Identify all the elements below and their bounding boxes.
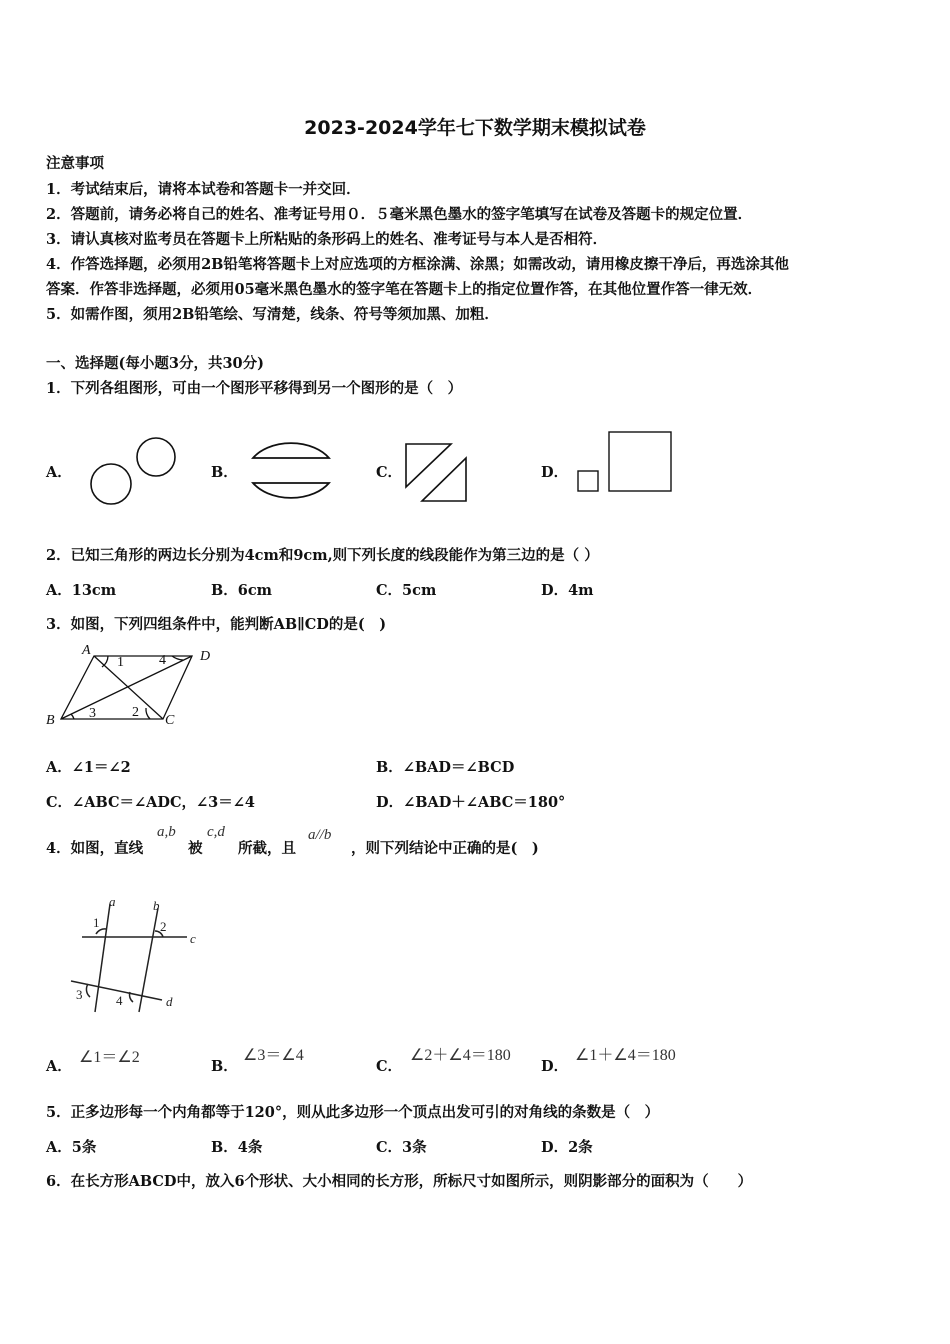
notice-item: 5．如需作图，须用2B铅笔绘、写清楚，线条、符号等须加黑、加粗．	[46, 306, 499, 323]
q4-math-a-parallel-b: a//b	[308, 827, 332, 843]
q3-vertex-a: A	[82, 643, 91, 658]
q4-option-c-label[interactable]: C．	[376, 1058, 403, 1075]
q3-option-d[interactable]: D．∠BAD＋∠ABC＝180°	[376, 794, 566, 811]
page-title: 2023-2024学年七下数学期末模拟试卷	[304, 117, 646, 139]
q4-option-b-formula: ∠3＝∠4	[243, 1047, 304, 1064]
question-5-stem: 5．正多边形每一个内角都等于120°，则从此多边形一个顶点出发可引的对角线的条数是（ ）	[46, 1104, 660, 1121]
notice-item: 答案．作答非选择题，必须用05毫米黑色墨水的签字笔在答题卡上的指定位置作答，在其他位置作答一律无效．	[46, 281, 763, 298]
question-4-stem-part2: 被	[188, 840, 203, 857]
q2-option-a[interactable]: A．13cm	[46, 582, 117, 599]
q3-angle-3: 3	[89, 706, 96, 721]
notice-item: 4．作答选择题，必须用2B铅笔将答题卡上对应选项的方框涂满、涂黑；如需改动，请用橡皮擦干净后，再选涂其他	[46, 256, 789, 273]
q3-vertex-d: D	[200, 649, 211, 664]
q1-option-b-label[interactable]: B．	[211, 464, 238, 481]
q3-angle-4: 4	[159, 653, 166, 668]
q3-angle-1: 1	[117, 655, 124, 670]
q4-angle-1: 1	[93, 915, 100, 930]
notice-item: 2．答题前，请务必将自己的姓名、准考证号用０．５毫米黑色墨水的签字笔填写在试卷及答题卡的规定位置．	[46, 206, 753, 223]
q1-option-a-label[interactable]: A．	[46, 464, 72, 481]
q3-angle-2: 2	[132, 705, 139, 720]
question-3-stem: 3．如图，下列四组条件中，能判断AB∥CD的是( )	[46, 616, 387, 633]
q4-option-a-formula: ∠1＝∠2	[79, 1049, 140, 1066]
q5-option-d[interactable]: D．2条	[541, 1139, 593, 1156]
question-4-stem-part1: 4．如图，直线	[46, 840, 144, 857]
question-1-stem: 1．下列各组图形，可由一个图形平移得到另一个图形的是（ ）	[46, 380, 463, 397]
q4-line-d: d	[166, 994, 173, 1009]
q4-angle-2: 2	[160, 919, 167, 934]
section-heading: 一、选择题(每小题3分，共30分)	[46, 355, 264, 372]
q4-option-b-label[interactable]: B．	[211, 1058, 238, 1075]
q3-option-b[interactable]: B．∠BAD＝∠BCD	[376, 759, 515, 776]
q3-option-a[interactable]: A．∠1＝∠2	[46, 759, 131, 776]
q4-math-cd: c,d	[207, 824, 225, 840]
notice-item: 1．考试结束后，请将本试卷和答题卡一并交回．	[46, 181, 361, 198]
q4-math-ab: a,b	[157, 824, 176, 840]
q4-option-d-formula: ∠1＋∠4＝180	[575, 1047, 676, 1064]
question-6-stem: 6．在长方形ABCD中，放入6个形状、大小相同的长方形，所标尺寸如图所示，则阴影部分的面积为（ ）	[46, 1173, 753, 1190]
question-4-stem-part3: 所截，且	[238, 840, 296, 857]
q4-line-b: b	[153, 898, 160, 913]
question-4-stem-part4: ，则下列结论中正确的是( )	[351, 840, 539, 857]
q3-vertex-b: B	[46, 713, 55, 728]
q5-option-b[interactable]: B．4条	[211, 1139, 263, 1156]
question-2-stem: 2．已知三角形的两边长分别为4cm和9cm,则下列长度的线段能作为第三边的是（ ）	[46, 547, 599, 564]
notice-item: 3．请认真核对监考员在答题卡上所粘贴的条形码上的姓名、准考证号与本人是否相符．	[46, 231, 608, 248]
q4-angle-4: 4	[116, 993, 123, 1008]
q3-vertex-c: C	[165, 713, 175, 728]
q2-option-d[interactable]: D．4m	[541, 582, 594, 599]
q1-option-d-label[interactable]: D．	[541, 464, 569, 481]
q5-option-a[interactable]: A．5条	[46, 1139, 97, 1156]
notice-heading: 注意事项	[46, 155, 104, 172]
q4-option-a-label[interactable]: A．	[46, 1058, 72, 1075]
q5-option-c[interactable]: C．3条	[376, 1139, 427, 1156]
q4-option-c-formula: ∠2＋∠4＝180	[410, 1047, 511, 1064]
q2-option-b[interactable]: B．6cm	[211, 582, 273, 599]
q2-option-c[interactable]: C．5cm	[376, 582, 437, 599]
q3-option-c[interactable]: C．∠ABC＝∠ADC，∠3＝∠4	[46, 794, 255, 811]
q1-option-c-label[interactable]: C．	[376, 464, 403, 481]
q4-line-c: c	[190, 931, 196, 946]
q4-option-d-label[interactable]: D．	[541, 1058, 569, 1075]
q4-angle-3: 3	[76, 987, 83, 1002]
q4-line-a: a	[109, 894, 116, 909]
